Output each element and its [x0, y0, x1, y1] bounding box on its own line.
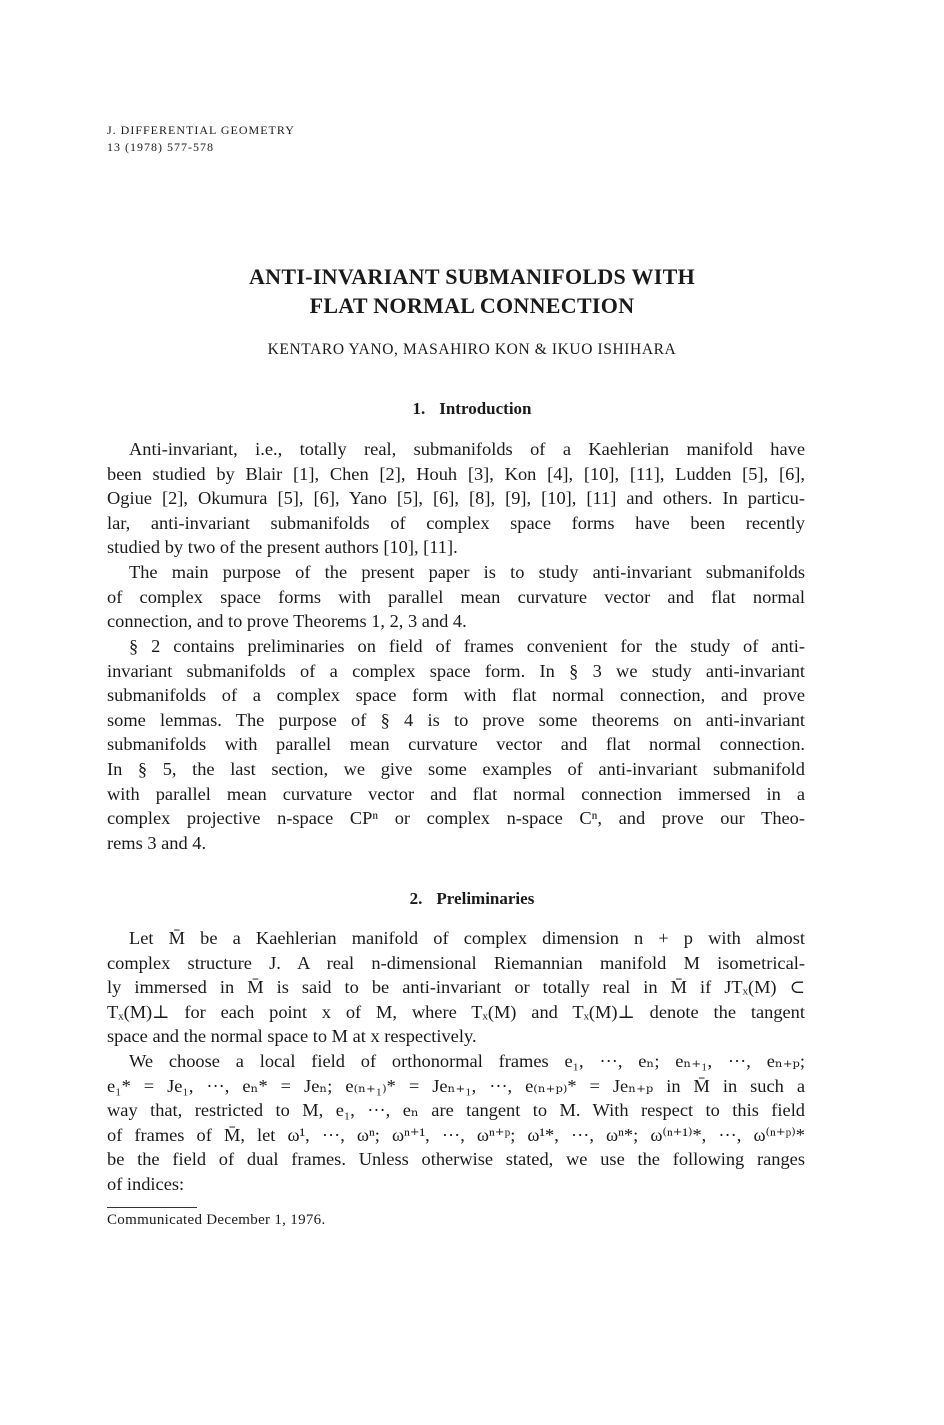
- section-title: Introduction: [439, 399, 532, 418]
- text-line: submanifolds with parallel mean curvature vector and flat normal connection.: [107, 734, 805, 755]
- text-line: way that, restricted to M, e₁, ···, eₙ are tangent to M. With respect to this field: [107, 1100, 805, 1121]
- prelim-paragraph-1: [107, 926, 805, 1049]
- text-line: with parallel mean curvature vector and flat normal connection immersed in a: [107, 783, 805, 804]
- journal-name: J. DIFFERENTIAL GEOMETRY: [107, 123, 295, 137]
- text-line: some lemmas. The purpose of § 4 is to prove some theorems on anti-invariant: [107, 709, 805, 730]
- text-line: Tₓ(M)⊥ for each point x of M, where Tₓ(M) and Tₓ(M)⊥ denote the tangent: [107, 1001, 805, 1022]
- text-line: We choose a local field of orthonormal frames e₁, ···, eₙ; eₙ₊₁, ···, eₙ₊ₚ;: [129, 1051, 805, 1071]
- text-line: of indices:: [107, 1173, 185, 1194]
- prelim-paragraph-2: [107, 1049, 805, 1197]
- text-line: lar, anti-invariant submanifolds of complex space forms have been recently: [107, 512, 805, 533]
- section-heading-introduction: [0, 399, 944, 419]
- section-heading-preliminaries: [0, 889, 944, 909]
- intro-paragraph-3: [107, 634, 805, 855]
- footnote-divider: [107, 1207, 197, 1208]
- text-line: Anti-invariant, i.e., totally real, submanifolds of a Kaehlerian manifold have: [129, 439, 805, 459]
- text-line: studied by two of the present authors [10], [11].: [107, 537, 458, 558]
- text-line: Ogiue [2], Okumura [5], [6], Yano [5], [6], [8], [9], [10], [11] and others. In particu-: [107, 488, 805, 509]
- text-line: connection, and to prove Theorems 1, 2, 3 and 4.: [107, 611, 467, 632]
- paper-title: [0, 262, 944, 320]
- footnote: Communicated December 1, 1976.: [107, 1212, 326, 1228]
- text-line: ly immersed in M̄ is said to be anti-invariant or totally real in M̄ if JTₓ(M) ⊂: [107, 977, 805, 998]
- text-line: submanifolds of a complex space form with flat normal connection, and prove: [107, 685, 805, 706]
- journal-volume: 13 (1978) 577-578: [107, 140, 214, 154]
- text-line: been studied by Blair [1], Chen [2], Houh [3], Kon [4], [10], [11], Ludden [5], [6],: [107, 463, 805, 484]
- title-line-1: ANTI-INVARIANT SUBMANIFOLDS WITH: [248, 264, 696, 289]
- text-line: invariant submanifolds of a complex space form. In § 3 we study anti-invariant: [107, 660, 805, 681]
- text-line: Let M̄ be a Kaehlerian manifold of complex dimension n + p with almost: [129, 928, 805, 948]
- intro-paragraph-1: [107, 437, 805, 560]
- text-line: § 2 contains preliminaries on field of frames convenient for the study of anti-: [129, 636, 805, 656]
- text-line: In § 5, the last section, we give some examples of anti-invariant submanifold: [107, 758, 805, 779]
- text-line: be the field of dual frames. Unless otherwise stated, we use the following ranges: [107, 1149, 805, 1170]
- section-number: 1.: [412, 399, 426, 418]
- text-line: of complex space forms with parallel mean curvature vector and flat normal: [107, 586, 805, 607]
- text-line: complex structure J. A real n-dimensional Riemannian manifold M isometrical-: [107, 952, 805, 973]
- section-title: Preliminaries: [436, 889, 535, 908]
- section-number: 2.: [409, 889, 423, 908]
- title-line-2: FLAT NORMAL CONNECTION: [309, 293, 635, 318]
- intro-paragraph-2: [107, 560, 805, 634]
- text-line: e₁* = Je₁, ···, eₙ* = Jeₙ; e₍ₙ₊₁₎* = Jeₙ₊₁, ···, e₍ₙ₊ₚ₎* = Jeₙ₊ₚ in M̄ in such a: [107, 1075, 805, 1096]
- text-line: space and the normal space to M at x respectively.: [107, 1026, 477, 1047]
- text-line: The main purpose of the present paper is to study anti-invariant submanifolds: [129, 562, 805, 582]
- text-line: of frames of M̄, let ω¹, ···, ωⁿ; ωⁿ⁺¹, ···, ωⁿ⁺ᵖ; ω¹*, ···, ωⁿ*; ω⁽ⁿ⁺¹⁾*, ···, ω⁽ⁿ⁺ᵖ⁾*: [107, 1124, 805, 1145]
- journal-header: [107, 122, 295, 156]
- text-line: rems 3 and 4.: [107, 832, 207, 853]
- text-line: complex projective n-space CPⁿ or complex n-space Cⁿ, and prove our Theo-: [107, 808, 805, 829]
- paper-authors: KENTARO YANO, MASAHIRO KON & IKUO ISHIHARA: [267, 341, 677, 358]
